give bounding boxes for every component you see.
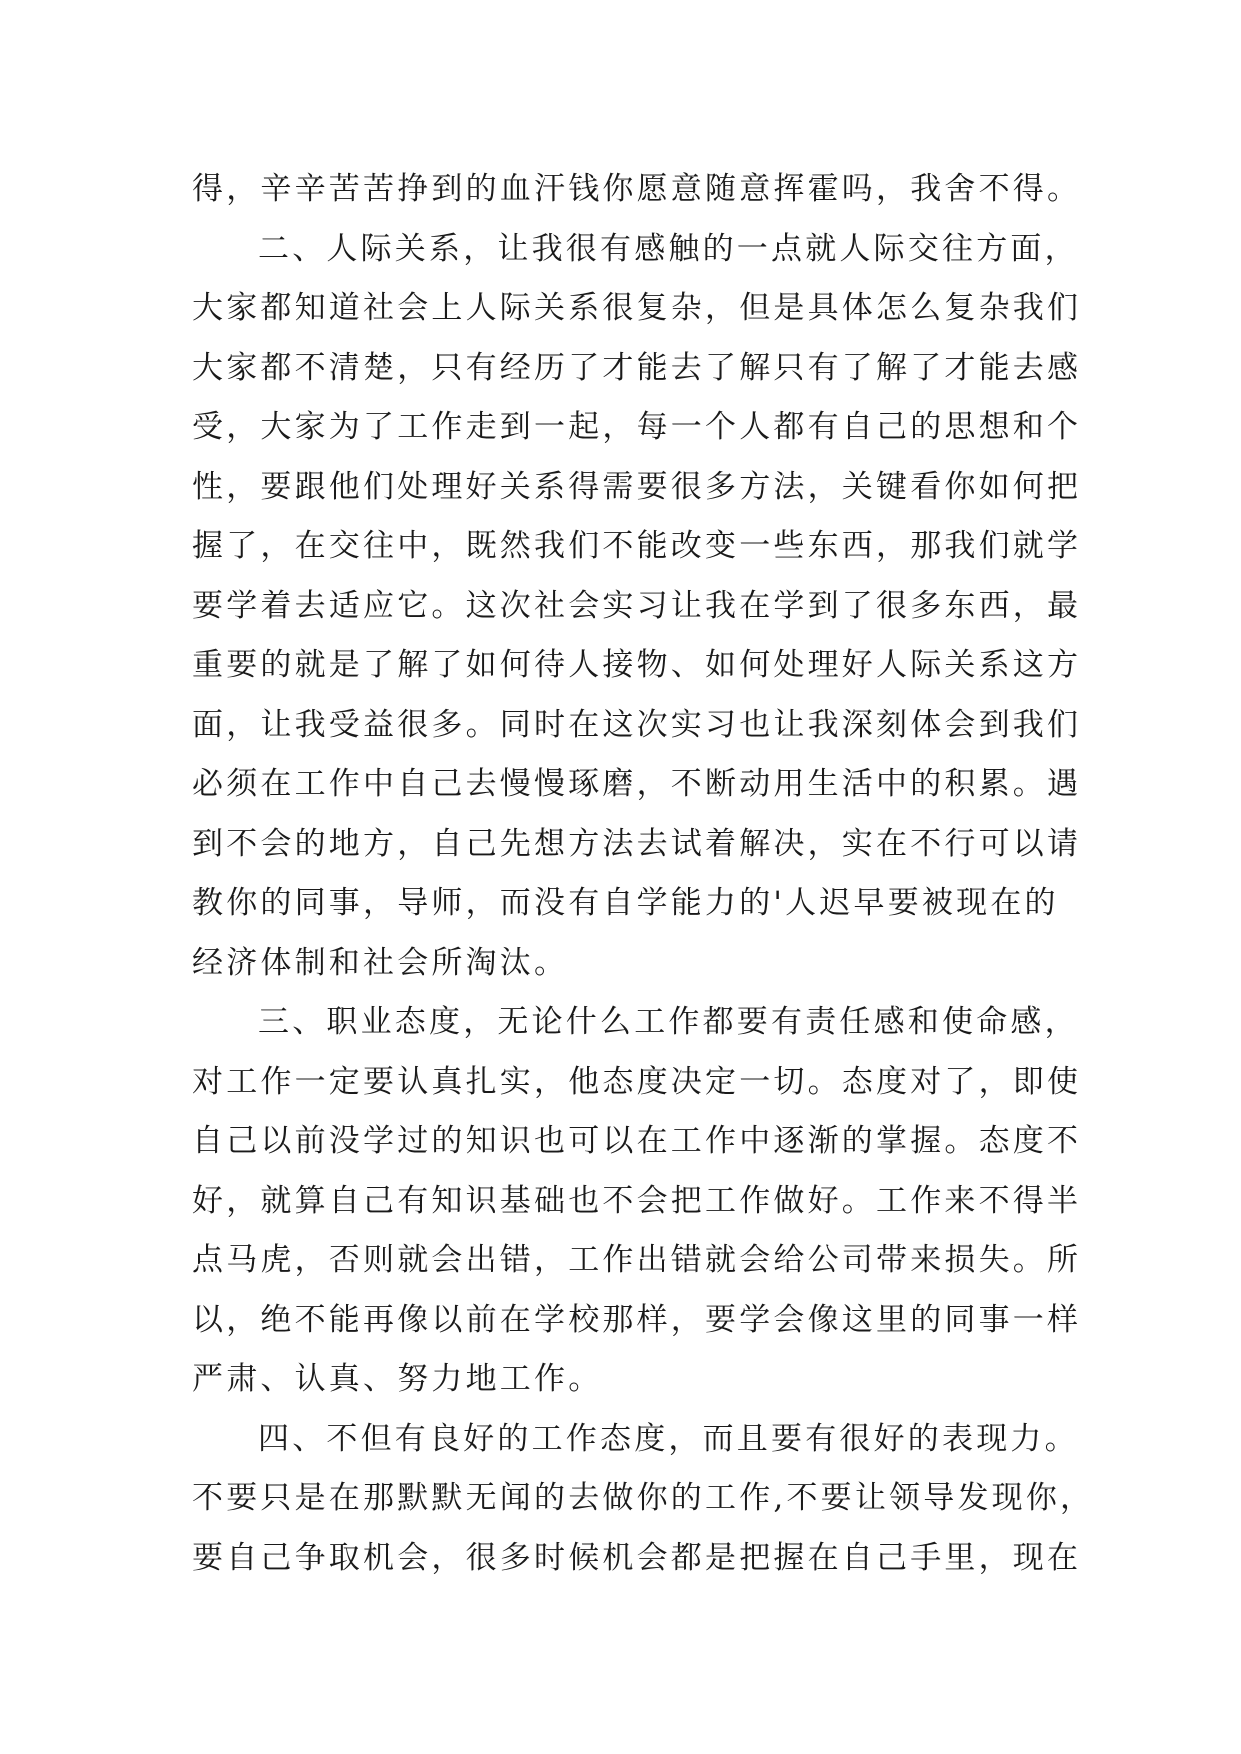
text-line: 得，辛辛苦苦挣到的血汗钱你愿意随意挥霍吗，我舍不得。 bbox=[192, 171, 1082, 207]
text-line: 大家都不清楚，只有经历了才能去了解只有了解了才能去感 bbox=[192, 349, 1082, 386]
body-text bbox=[192, 160, 1095, 1588]
text-line: 好，就算自己有知识基础也不会把工作做好。工作来不得半 bbox=[192, 1182, 1082, 1219]
paragraph-first-line: 四、不但有良好的工作态度，而且要有很好的表现力。 bbox=[258, 1420, 1079, 1457]
text-line: 教你的同事，导师，而没有自学能力的'人迟早要被现在的 bbox=[192, 885, 1059, 921]
text-line: 以，绝不能再像以前在学校那样，要学会像这里的同事一样 bbox=[192, 1301, 1082, 1338]
text-line: 经济体制和社会所淘汰。 bbox=[192, 944, 569, 981]
text-line: 要学着去适应它。这次社会实习让我在学到了很多东西，最 bbox=[192, 587, 1082, 624]
text-line: 受，大家为了工作走到一起，每一个人都有自己的思想和个 bbox=[192, 409, 1082, 445]
text-line: 面，让我受益很多。同时在这次实习也让我深刻体会到我们 bbox=[192, 706, 1082, 743]
text-line: 严肃、认真、努力地工作。 bbox=[192, 1361, 603, 1397]
text-line: 握了，在交往中，既然我们不能改变一些东西，那我们就学 bbox=[192, 528, 1082, 564]
text-line: 性，要跟他们处理好关系得需要很多方法，关键看你如何把 bbox=[192, 468, 1082, 505]
paragraph-first-line: 三、职业态度，无论什么工作都要有责任感和使命感， bbox=[258, 1004, 1079, 1040]
text-line: 自己以前没学过的知识也可以在工作中逐渐的掌握。态度不 bbox=[192, 1123, 1082, 1159]
paragraph-first-line: 二、人际关系，让我很有感触的一点就人际交往方面， bbox=[258, 230, 1079, 267]
text-line: 必须在工作中自己去慢慢琢磨，不断动用生活中的积累。遇 bbox=[192, 766, 1082, 802]
text-line: 点马虎，否则就会出错，工作出错就会给公司带来损失。所 bbox=[192, 1242, 1082, 1278]
text-line: 重要的就是了解了如何待人接物、如何处理好人际关系这方 bbox=[192, 647, 1082, 683]
text-line: 大家都知道社会上人际关系很复杂，但是具体怎么复杂我们 bbox=[192, 290, 1082, 326]
text-line: 到不会的地方，自己先想方法去试着解决，实在不行可以请 bbox=[192, 825, 1082, 862]
text-line: 要自己争取机会，很多时候机会都是把握在自己手里，现在 bbox=[192, 1539, 1082, 1576]
text-line: 对工作一定要认真扎实，他态度决定一切。态度对了，即使 bbox=[192, 1063, 1082, 1100]
text-line: 不要只是在那默默无闻的去做你的工作,不要让领导发现你， bbox=[192, 1480, 1095, 1516]
